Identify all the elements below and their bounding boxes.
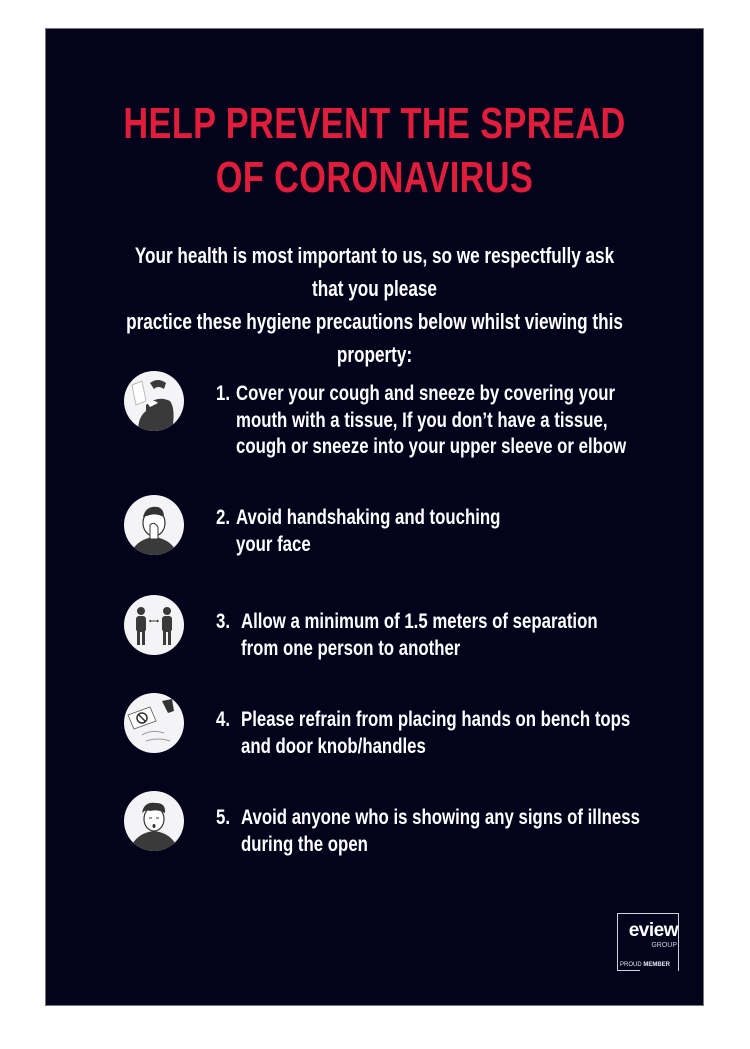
item-text: Avoid handshaking and touching your face: [236, 506, 501, 556]
social-distance-icon: [124, 595, 184, 655]
proud-member-label: [620, 962, 670, 969]
touching-face-icon: [124, 495, 184, 555]
item-number: 5.: [216, 806, 231, 829]
item-number: 4.: [216, 708, 231, 731]
sick-person-icon: [124, 791, 184, 851]
poster: [45, 28, 704, 1006]
intro-text: [118, 239, 630, 371]
poster-title: [118, 97, 630, 205]
intro-line-1: Your health is most important to us, so we respectfully ask that you please: [134, 243, 615, 301]
title-line-2: OF CORONAVIRUS: [215, 153, 534, 202]
no-touch-hands-icon: [124, 693, 184, 753]
eview-logo-group: GROUP: [651, 942, 677, 949]
item-text: Allow a minimum of 1.5 meters of separation from one person to another: [241, 610, 598, 660]
member-label: MEMBER: [643, 962, 671, 968]
eview-logo-frame-bottom: [617, 970, 640, 971]
proud-label: PROUD: [620, 962, 642, 968]
eview-logo-name: eview: [628, 920, 678, 941]
item-number: 1.: [216, 382, 231, 405]
item-number: 3.: [216, 610, 231, 633]
item-number: 2.: [216, 506, 231, 529]
item-text: Cover your cough and sneeze by covering your mouth with a tissue, If you don’t have a tissue, cough or sneeze into your upper sleeve or elbow: [236, 382, 627, 458]
item-text: Avoid anyone who is showing any signs of illness during the open: [241, 806, 640, 856]
item-text: Please refrain from placing hands on bench tops and door knob/handles: [241, 708, 631, 758]
title-line-1: HELP PREVENT THE SPREAD: [123, 99, 626, 148]
cough-into-elbow-icon: [124, 371, 184, 431]
intro-line-2: practice these hygiene precautions below whilst viewing this property:: [126, 309, 623, 367]
